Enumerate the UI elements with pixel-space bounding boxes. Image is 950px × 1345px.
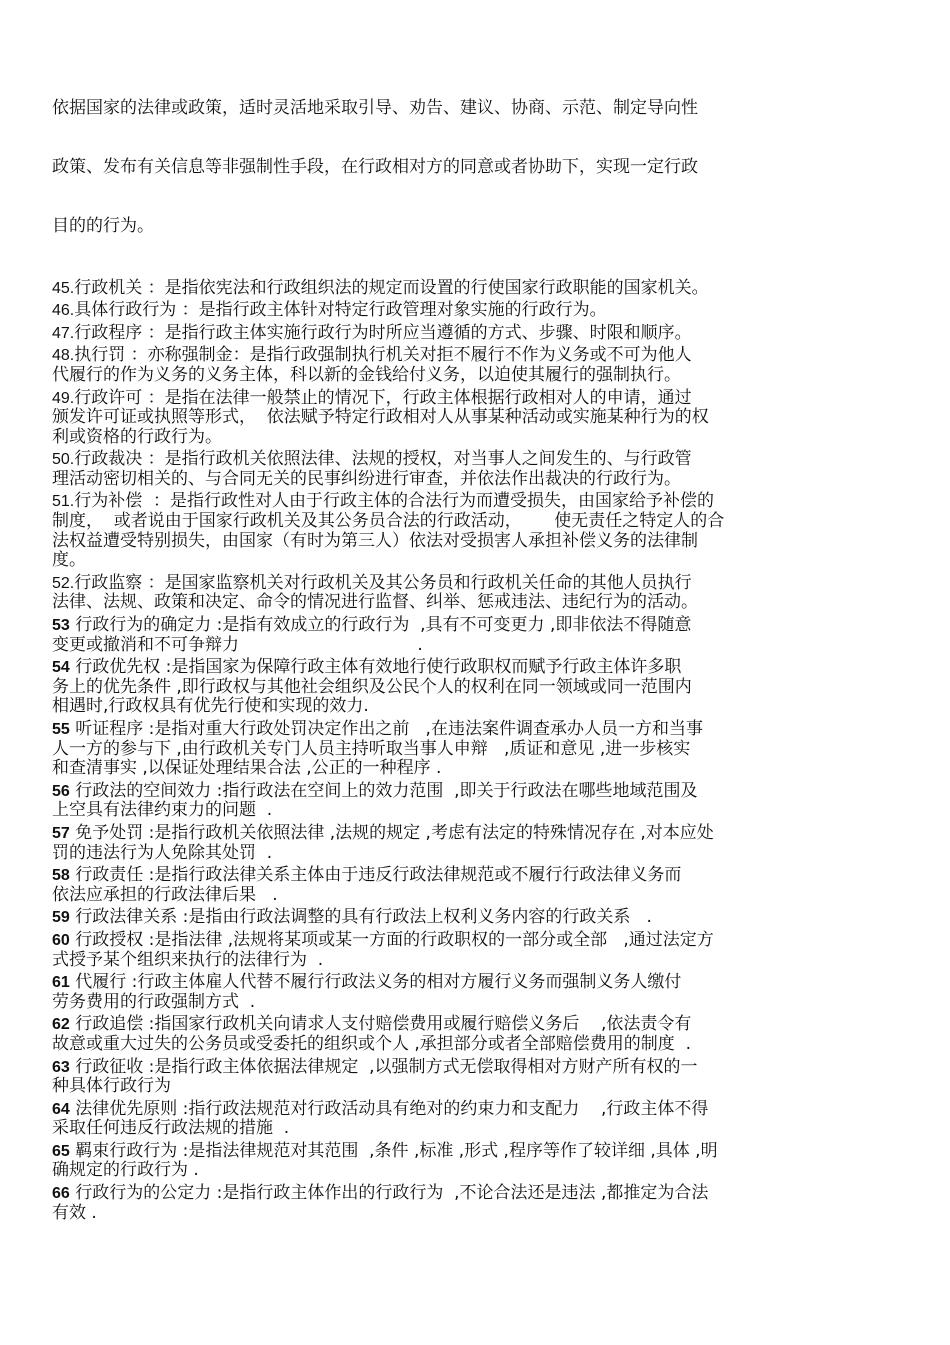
entry-text: 听证程序 :是指对重大行政处罚决定作出之前 ,在违法案件调查承办人员一方和当事 — [69, 719, 703, 739]
definition-entry — [52, 866, 902, 905]
definition-entry — [52, 346, 902, 385]
definition-line — [52, 1184, 902, 1204]
definition-entry — [52, 782, 902, 821]
definition-line — [52, 593, 902, 613]
entry-text: 行政行为的确定力 :是指有效成立的行政行为 ,具有不可变更力 ,即非依法不得随意 — [69, 615, 692, 636]
definition-line — [52, 740, 902, 760]
entry-text: 采取任何违反行政法规的措施 . — [52, 1118, 290, 1139]
entry-text: 代履行 :行政主体雇人代替不履行行政法义务的相对方履行义务而强制义务人缴付 — [69, 972, 682, 993]
definition-line — [52, 824, 902, 844]
intro-line: 政策、发布有关信息等非强制性手段，在行政相对方的同意或者协助下，实现一定行政 — [52, 156, 698, 177]
intro-line: 依据国家的法律或政策，适时灵活地采取引导、劝告、建议、协商、示范、制定导向性 — [52, 98, 698, 119]
entry-text: 行政裁决 ：是指行政机关依照法律、法规的授权，对当事人之间发生的、与行政管 — [74, 449, 692, 470]
entry-text: 免予处罚 :是指行政机关依照法律 ,法规的规定 ,考虑有法定的特殊情况存在 ,对本应处 — [69, 822, 714, 843]
definition-line — [52, 1204, 902, 1224]
definition-entry — [52, 1184, 902, 1223]
entry-number: 48. — [52, 347, 75, 365]
definition-entry — [52, 279, 902, 299]
definition-entry — [52, 301, 902, 321]
definition-line — [52, 636, 902, 656]
definition-line — [52, 470, 902, 490]
entry-text: 羁束行政行为 :是指法律规范对其范围 ,条件 ,标准 ,形式 ,程序等作了较详细 ,具体 ,明 — [69, 1140, 718, 1161]
definition-line — [52, 512, 902, 532]
entry-text: 有效 . — [52, 1202, 97, 1223]
entry-text: 行政责任 :是指行政法律关系主体由于违反行政法律规范或不履行行政法律义务而 — [69, 865, 682, 886]
entry-text: 行政追偿 :指国家行政机关向请求人支付赔偿费用或履行赔偿义务后 ,依法责令有 — [69, 1014, 692, 1035]
entry-text: 人一方的参与下 ,由行政机关专门人员主持听取当事人申辩 ,质证和意见 ,进一步核实 — [52, 738, 691, 759]
definition-entry — [52, 1015, 902, 1054]
entry-text: 行政授权 :是指法律 ,法规将某项或某一方面的行政职权的一部分或全部 ,通过法定方 — [69, 929, 714, 950]
entry-text: 变更或撤消和不可争辩力 . — [52, 634, 423, 655]
definition-entry — [52, 492, 902, 570]
entry-text: 劳务费用的行政强制方式 . — [52, 991, 256, 1012]
definition-line — [52, 782, 902, 802]
entry-text: 具体行政行为 ：是指行政主体针对特定行政管理对象实施的行政行为。 — [74, 300, 607, 321]
entry-number: 64 — [52, 1100, 70, 1118]
entry-text: 法律优先原则 :指行政法规范对行政活动具有绝对的约束力和支配力 ,行政主体不得 — [69, 1098, 709, 1119]
intro-line: 目的的行为。 — [52, 215, 154, 236]
definition-line — [52, 324, 902, 344]
entry-text: 行政优先权 :是指国家为保障行政主体有效地行使行政职权而赋予行政主体许多职 — [69, 657, 682, 678]
entry-number: 50. — [52, 451, 75, 469]
definition-line — [52, 678, 902, 698]
definition-line — [52, 697, 902, 717]
entry-text: 上空具有法律约束力的问题 . — [52, 800, 273, 821]
definition-line — [52, 389, 902, 409]
entry-number: 65 — [52, 1142, 70, 1160]
entry-text: 利或资格的行政行为。 — [52, 426, 222, 447]
entry-text: 相遇时,行政权具有优先行使和实现的效力. — [52, 696, 369, 717]
definition-line — [52, 1077, 902, 1097]
definition-line — [52, 428, 902, 448]
definition-line — [52, 1119, 902, 1139]
definition-entry — [52, 931, 902, 970]
entry-text: 执行罚 ：亦称强制金：是指行政强制执行机关对拒不履行不作为义务或不可为他人 — [74, 345, 692, 366]
definition-line — [52, 801, 902, 821]
document-page — [52, 60, 902, 1226]
entry-number: 55 — [52, 721, 70, 738]
entry-text: 法律、法规、政策和决定、命令的情况进行监督、纠举、惩戒违法、违纪行为的活动。 — [52, 592, 698, 613]
definition-line — [52, 574, 902, 594]
entry-text: 罚的违法行为人免除其处罚 . — [52, 842, 273, 863]
entry-number: 47. — [52, 324, 75, 342]
entry-number: 59 — [52, 909, 70, 927]
entry-number: 61 — [52, 974, 70, 992]
definition-line — [52, 844, 902, 864]
definition-entry — [52, 389, 902, 448]
entry-number: 45. — [52, 279, 75, 297]
entry-number: 58 — [52, 867, 70, 885]
entry-text: 行政征收 :是指行政主体依据法律规定 ,以强制方式无偿取得相对方财产所有权的一 — [69, 1056, 698, 1077]
entry-number: 60 — [52, 931, 70, 949]
definition-line — [52, 1142, 902, 1162]
entry-text: 行政法律关系 :是指由行政法调整的具有行政法上权利义务内容的行政关系 . — [69, 907, 652, 928]
definition-line — [52, 658, 902, 678]
entry-number: 56 — [52, 782, 70, 800]
entry-number: 52. — [52, 574, 75, 592]
entry-text: 种具体行政行为 — [52, 1076, 171, 1097]
entry-text: 度。 — [52, 550, 86, 571]
definition-line — [52, 931, 902, 951]
definition-entry — [52, 324, 902, 344]
entry-number: 53 — [52, 617, 70, 635]
entry-number: 57 — [52, 824, 70, 842]
definition-line — [52, 492, 902, 512]
definition-line — [52, 1035, 902, 1055]
entry-number: 46. — [52, 302, 75, 320]
entry-text: 行政许可 ：是指在法律一般禁止的情况下，行政主体根据行政相对人的申请，通过 — [74, 387, 692, 408]
definition-line — [52, 346, 902, 366]
entry-number: 62 — [52, 1016, 70, 1034]
definition-line — [52, 551, 902, 571]
definition-line — [52, 866, 902, 886]
definition-entry — [52, 1100, 902, 1139]
definition-line — [52, 993, 902, 1013]
definition-entry — [52, 973, 902, 1012]
definition-line — [52, 616, 902, 636]
entry-number: 49. — [52, 389, 75, 407]
entry-text: 式授予某个组织来执行的法律行为 . — [52, 949, 324, 970]
entry-text: 行政程序 ：是指行政主体实施行政行为时所应当遵循的方式、步骤、时限和顺序。 — [74, 322, 692, 343]
definition-line — [52, 759, 902, 779]
intro-paragraph — [52, 60, 902, 276]
definition-line — [52, 1015, 902, 1035]
definition-line — [52, 973, 902, 993]
entry-text: 依法应承担的行政法律后果 . — [52, 884, 278, 905]
entry-text: 理活动密切相关的、与合同无关的民事纠纷进行审查，并依法作出裁决的行政行为。 — [52, 468, 681, 489]
entry-text: 故意或重大过失的公务员或受委托的组织或个人 ,承担部分或者全部赔偿费用的制度 . — [52, 1033, 692, 1054]
definition-line — [52, 450, 902, 470]
definition-entry — [52, 908, 902, 928]
definition-entry — [52, 1142, 902, 1181]
entry-number: 66 — [52, 1185, 70, 1203]
definition-entry — [52, 720, 902, 779]
entry-text: 行为补偿 ：是指行政性对人由于行政主体的合法行为而遭受损失，由国家给予补偿的 — [74, 491, 715, 512]
entry-number: 54 — [52, 659, 70, 677]
definition-entry — [52, 824, 902, 863]
definition-line — [52, 366, 902, 386]
definition-line — [52, 1161, 902, 1181]
entry-text: 行政监察 ：是国家监察机关对行政机关及其公务员和行政机关任命的其他人员执行 — [74, 572, 692, 593]
definition-line — [52, 408, 902, 428]
definition-entry — [52, 450, 902, 489]
entry-number: 51. — [52, 493, 75, 511]
entry-text: 行政行为的公定力 :是指行政主体作出的行政行为 ,不论合法还是违法 ,都推定为合法 — [69, 1183, 709, 1204]
entry-text: 务上的优先条件 ,即行政权与其他社会组织及公民个人的权利在同一领域或同一范围内 — [52, 676, 692, 697]
entry-text: 法权益遭受特别损失，由国家（有时为第三人）依法对受损害人承担补偿义务的法律制 — [52, 530, 698, 551]
definition-line — [52, 1058, 902, 1078]
definition-line — [52, 951, 902, 971]
entry-text: 行政法的空间效力 :指行政法在空间上的效力范围 ,即关于行政法在哪些地域范围及 — [69, 780, 698, 801]
definition-line — [52, 720, 902, 740]
definition-line — [52, 908, 902, 928]
entry-number: 63 — [52, 1058, 70, 1076]
entry-text: 制度， 或者说由于国家行政机关及其公务员合法的行政活动， 使无责任之特定人的合 — [52, 511, 725, 532]
definition-list — [52, 279, 902, 1224]
entry-text: 颁发许可证或执照等形式， 依法赋予特定行政相对人从事某种活动或实施某种行为的权 — [52, 407, 709, 428]
entry-text: 确规定的行政行为 . — [52, 1160, 199, 1181]
definition-entry — [52, 1058, 902, 1097]
entry-text: 代履行的作为义务的义务主体，科以新的金钱给付义务，以迫使其履行的强制执行。 — [52, 364, 681, 385]
definition-line — [52, 886, 902, 906]
entry-text: 和查清事实 ,以保证处理结果合法 ,公正的一种程序 . — [52, 758, 442, 779]
entry-text: 行政机关 ：是指依宪法和行政组织法的规定而设置的行使国家行政职能的国家机关。 — [74, 277, 709, 298]
definition-entry — [52, 658, 902, 717]
definition-line — [52, 532, 902, 552]
definition-entry — [52, 574, 902, 613]
definition-line — [52, 1100, 902, 1120]
definition-line — [52, 301, 902, 321]
definition-line — [52, 279, 902, 299]
definition-entry — [52, 616, 902, 655]
